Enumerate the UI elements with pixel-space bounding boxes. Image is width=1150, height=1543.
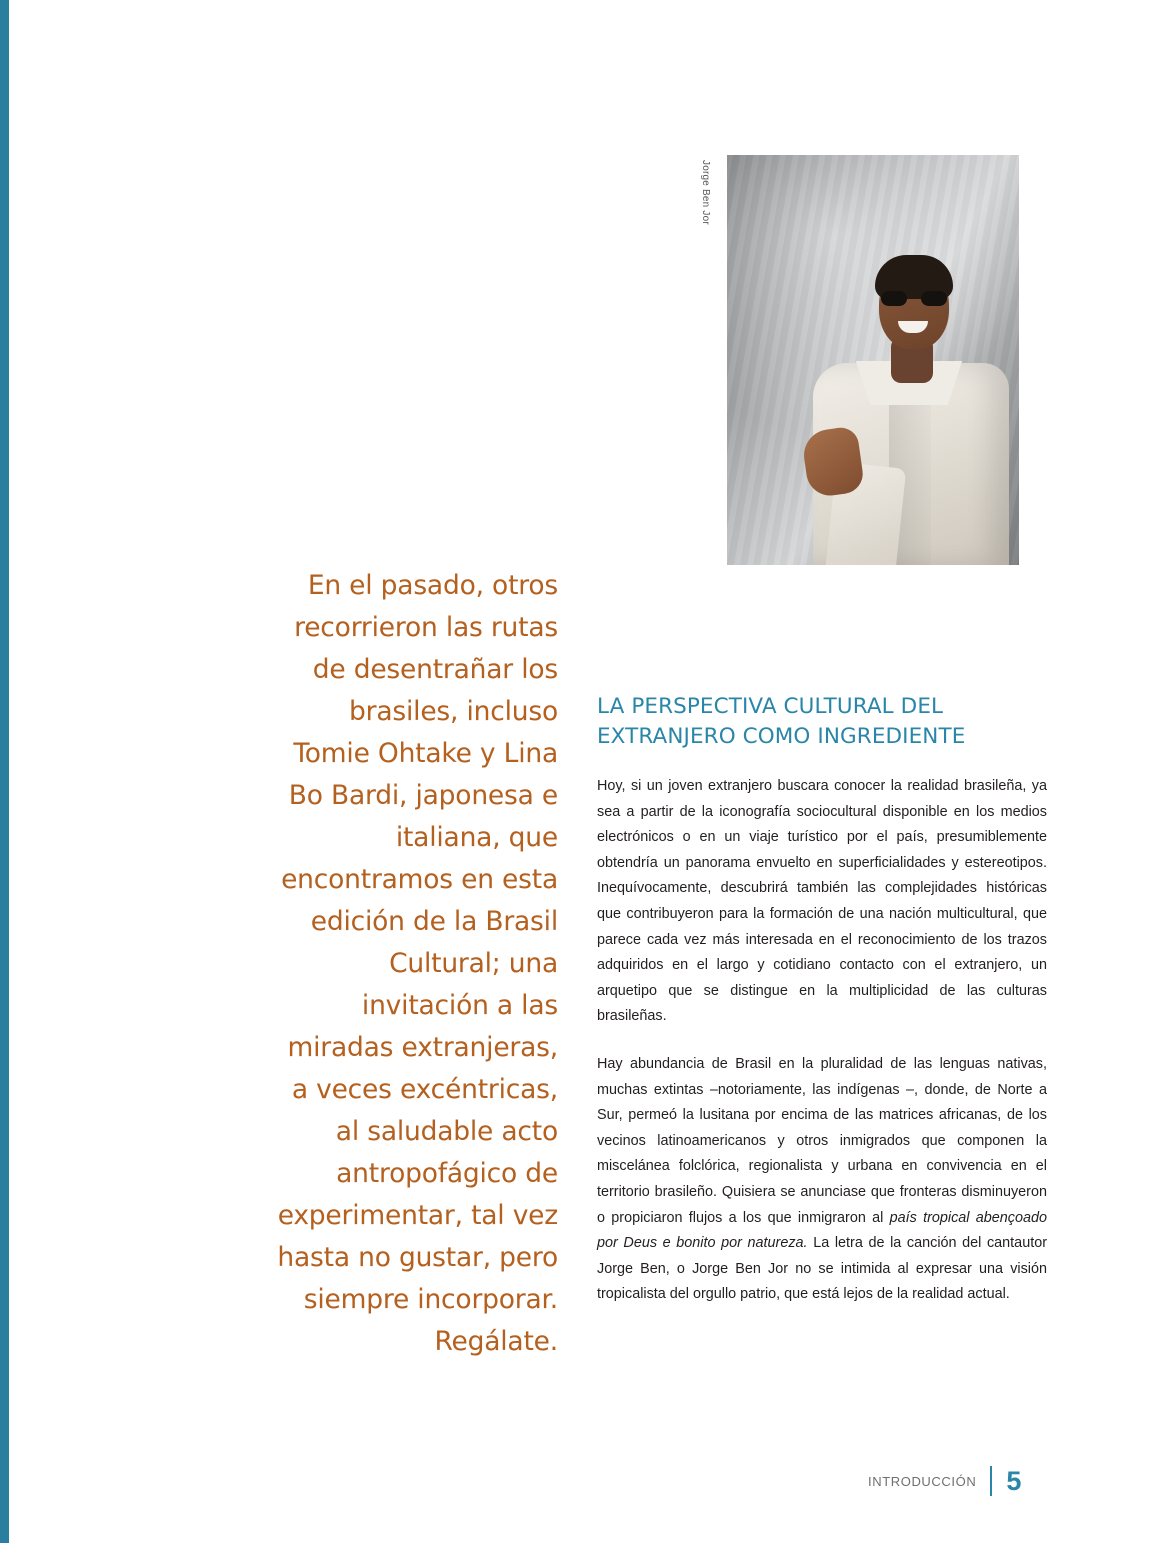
page-number: 5 xyxy=(1006,1465,1022,1496)
paragraph-2-text-b: La letra de la canción del cantautor Jorge Ben, o Jorge Ben Jor no se intimida al expresar una visión tropicalista del orgullo patrio, que está lejos de la realidad actual. xyxy=(597,1235,1047,1303)
person-silhouette xyxy=(805,233,1015,565)
photo-credit: Jorge Ben Jor xyxy=(700,160,711,225)
left-edge-bar xyxy=(0,0,9,1543)
pull-quote: En el pasado, otros recorrieron las rutas de desentrañar los brasiles, incluso Tomie Ohtake y Lina Bo Bardi, japonesa e italiana, que encontramos en esta edición de la Brasil Cultural; una invitación a las miradas extranjeras, a veces excéntricas, al saludable acto antropofágico de experimentar, tal vez hasta no gustar, pero siempre incorporar. Regálate. xyxy=(277,570,558,1357)
article-paragraph-2 xyxy=(597,1052,1047,1308)
section-heading: LA PERSPECTIVA CULTURAL DEL EXTRANJERO COMO INGREDIENTE xyxy=(597,694,966,749)
paragraph-2-italic-phrase: país tropical abençoado por Deus e bonito por natureza. xyxy=(597,1209,1047,1252)
page-footer xyxy=(868,1466,1021,1496)
paragraph-2-text-a: Hay abundancia de Brasil en la pluralidad de las lenguas nativas, muchas extintas –notoriamente, las indígenas –, donde, de Norte a Sur, permeó la lusitana por encima de las matrices africanas, de los vecinos latinoamericanos y otros inmigrados que componen la miscelánea folclórica, regionalista y urbana en convivencia en el territorio brasileño. Quisiera se anunciase que fronteras disminuyeron o propiciaron flujos a los que inmigraron al xyxy=(597,1055,1047,1226)
article-paragraph-1: Hoy, si un joven extranjero buscara conocer la realidad brasileña, ya sea a partir de la iconografía sociocultural disponible en los medios electrónicos o en un viaje turístico por el país, presumiblemente obtendría un panorama envuelto en superficialidades y estereotipos. Inequívocamente, descubrirá también las complejidades históricas que contribuyeron para la formación de una nación multicultural, que parece cada vez más interesada en el reconocimiento de los trazos adquiridos en el largo y cotidiano contacto con el extranjero, un arquetipo que se distingue en la multiplicidad de las culturas brasileñas. xyxy=(597,778,1047,1025)
photo-figure xyxy=(727,155,1019,565)
portrait-image xyxy=(727,155,1019,565)
footer-divider xyxy=(990,1466,992,1496)
article-column xyxy=(597,692,1047,1330)
hand-shape xyxy=(801,425,866,498)
sunglasses-icon xyxy=(881,291,947,306)
footer-section-label: INTRODUCCIÓN xyxy=(868,1473,977,1489)
